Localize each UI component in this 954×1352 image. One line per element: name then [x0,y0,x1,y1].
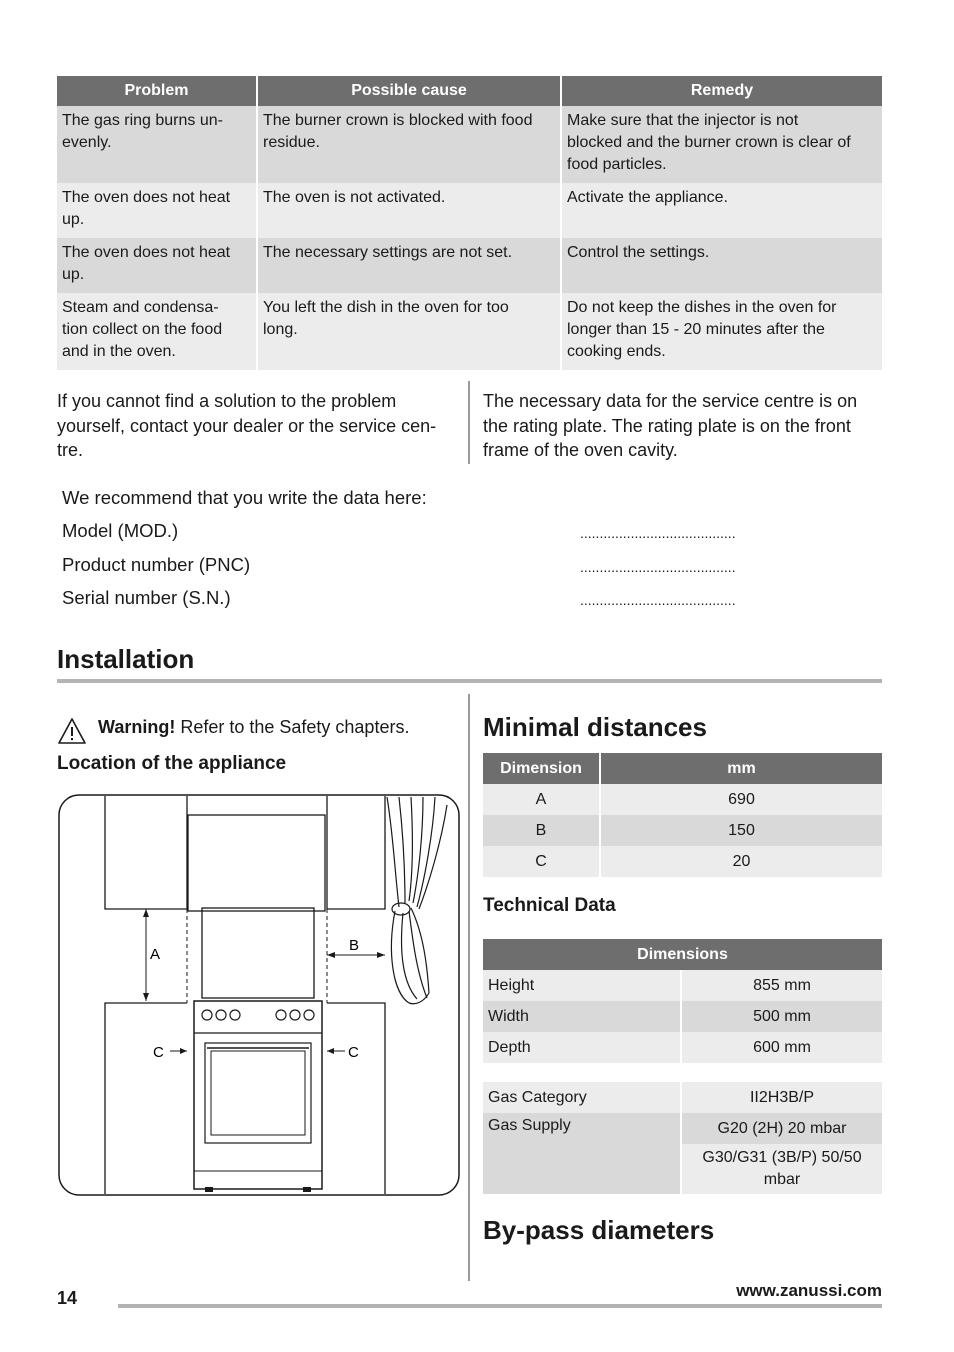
table-row [483,815,882,846]
column-divider-lower [468,694,470,1281]
table-row [57,238,882,293]
installation-rule [57,679,882,683]
footer-url[interactable]: www.zanussi.com [736,1281,882,1300]
page-number: 14 [57,1288,78,1308]
column-header-dimension: Dimension [483,753,601,784]
record-label-serial: Serial number (S.N.) [62,587,231,608]
mm-cell: 690 [601,784,882,815]
record-field-pnc[interactable]: ........................................ [580,559,736,575]
dimension-a-label: A [150,946,161,963]
dimension-label-cell: Depth [483,1032,682,1063]
installation-heading: Installation [57,644,195,674]
table-row [483,784,882,815]
dimension-value-cell: 600 mm [682,1032,882,1063]
bypass-heading: By-pass diameters [483,1215,715,1245]
table-header-row [483,753,882,784]
dimension-label-cell: Height [483,970,682,1001]
table-row [483,1082,882,1113]
table-header-row [483,939,882,970]
footer-rule [118,1304,882,1308]
problem-cell: The gas ring burns un- evenly. [57,106,258,183]
cause-cell: The oven is not activated. [258,183,562,238]
location-heading: Location of the appliance [57,753,287,774]
dimension-b-label: B [349,937,360,954]
table-row [483,970,882,1001]
remedy-cell: Control the settings. [562,238,882,293]
table-row [57,293,882,370]
mm-cell: 20 [601,846,882,877]
record-intro: We recommend that you write the data here: [62,487,427,508]
column-header-mm: mm [601,753,882,784]
dimension-cell: B [483,815,601,846]
service-paragraph-left: If you cannot find a solution to the problem yourself, contact your dealer or the service cen- tre. [57,391,437,460]
gas-category-label: Gas Category [483,1082,682,1113]
record-field-model[interactable]: ........................................ [580,525,736,541]
minimal-distances-heading: Minimal distances [483,712,707,742]
gas-category-value: II2H3B/P [682,1082,882,1113]
dimensions-table [483,939,882,1063]
dimension-value-cell: 855 mm [682,970,882,1001]
minimal-distances-table [483,753,882,877]
remedy-cell: Do not keep the dishes in the oven for longer than 15 - 20 minutes after the cooking ends. [562,293,882,370]
remedy-cell: Make sure that the injector is not blocked and the burner crown is clear of food particles. [562,106,882,183]
column-header-dimensions: Dimensions [483,939,882,970]
troubleshooting-table [57,76,882,370]
table-row [483,1032,882,1063]
location-diagram [57,793,461,1197]
cause-cell: You left the dish in the oven for too long. [258,293,562,370]
table-row [57,183,882,238]
record-label-model: Model (MOD.) [62,520,179,541]
gas-supply-label: Gas Supply [483,1113,682,1194]
table-row [57,106,882,183]
problem-cell: Steam and condensa- tion collect on the food and in the oven. [57,293,258,370]
dimension-c-right-label: C [348,1044,359,1061]
warning-message: Refer to the Safety chapters. [175,717,410,737]
warning-text [98,715,409,739]
technical-data-heading: Technical Data [483,895,616,916]
gas-supply-value: G30/G31 (3B/P) 50/50 mbar [682,1144,882,1194]
problem-cell: The oven does not heat up. [57,238,258,293]
mm-cell: 150 [601,815,882,846]
dimension-c-left-label: C [153,1044,164,1061]
warning-label: Warning! [98,717,176,737]
table-row [483,1001,882,1032]
dimension-label-cell: Width [483,1001,682,1032]
problem-cell: The oven does not heat up. [57,183,258,238]
gas-table [483,1082,882,1194]
gas-supply-value: G20 (2H) 20 mbar [682,1113,882,1144]
dimension-cell: A [483,784,601,815]
table-row [483,846,882,877]
record-field-serial[interactable]: ........................................ [580,592,736,608]
dimension-cell: C [483,846,601,877]
cause-cell: The burner crown is blocked with food residue. [258,106,562,183]
record-label-pnc: Product number (PNC) [62,554,251,575]
table-header-row [57,76,882,106]
column-divider [468,381,470,464]
dimension-value-cell: 500 mm [682,1001,882,1032]
column-header-problem: Problem [57,76,258,106]
table-row [483,1113,882,1144]
warning-icon [57,716,87,746]
cause-cell: The necessary settings are not set. [258,238,562,293]
service-paragraph-right: The necessary data for the service centre is on the rating plate. The rating plate is on the front frame of the oven cavity. [483,391,858,460]
column-header-cause: Possible cause [258,76,562,106]
column-header-remedy: Remedy [562,76,882,106]
remedy-cell: Activate the appliance. [562,183,882,238]
